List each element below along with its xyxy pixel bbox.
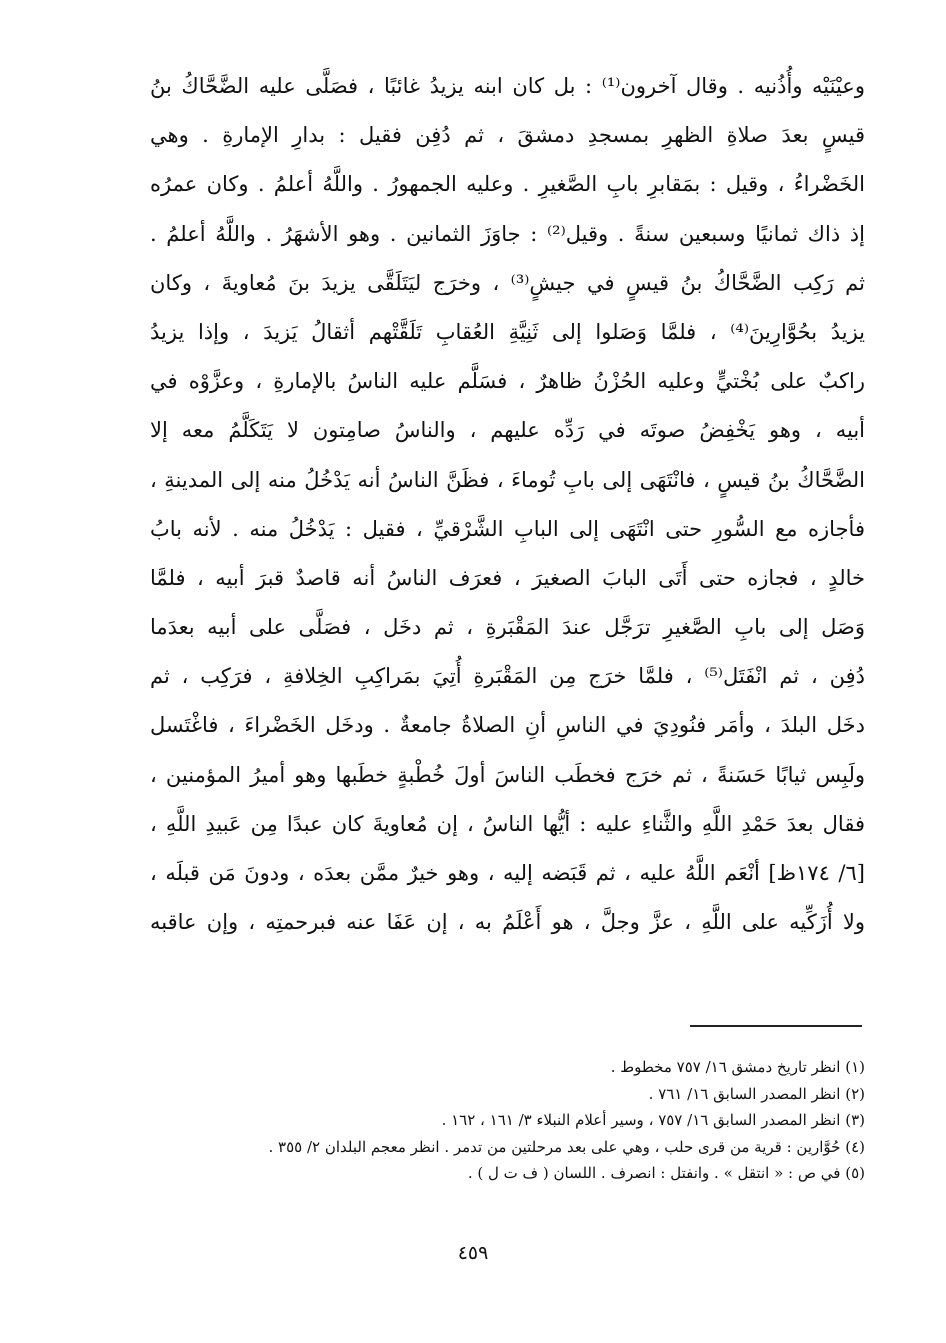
- footnote: (١) انظر تاريخ دمشق ١٦/ ٧٥٧ مخطوط .: [610, 1058, 865, 1076]
- text-line: ثم رَكِب الضَّحَّاكُ بنُ قيسٍ في جيشٍ⁽³⁾ ، وخرَج ليَتَلَقَّى يزيدَ بنَ مُعاويةَ ، وكان: [150, 270, 865, 295]
- text-line: الخَضْراءُ ، وقيل : بمَقابرِ بابِ الصَّغيرِ . وعليه الجمهورُ . واللَّهُ أعلمُ . وكان عمرُه: [150, 172, 865, 197]
- text-line: فقال بعدَ حَمْدِ اللَّهِ والثَّناءِ عليه : أيُّها الناسُ ، إن مُعاويةَ كان عبدًا مِن عَبيدِ اللَّهِ ،: [150, 811, 865, 836]
- footnote-divider: [690, 1025, 862, 1027]
- text-line: دخَل البلدَ ، وأمَر فنُودِيَ في الناسِ أنِ الصلاةُ جامعةٌ . ودخَل الخَضْراءَ ، فاغْتَسل: [150, 713, 865, 738]
- footnote: (٤) حُوَّارين : قرية من قرى حلب ، وهي على بعد مرحلتين من تدمر . انظر معجم البلدان ٢/ ٣٥٥ .: [268, 1137, 865, 1156]
- footnote: (٣) انظر المصدر السابق ١٦/ ٧٥٧ ، وسير أعلام النبلاء ٣/ ١٦١ ، ١٦٢ .: [441, 1111, 865, 1130]
- footnote: (٥) في ص : « انتقل » . وانفتل : انصرف . اللسان ( ف ت ل ) .: [467, 1164, 865, 1183]
- text-line: دُفِن ، ثم انْفَتَل⁽⁵⁾ ، فلمَّا خرَج مِن المَقْبَرةِ أُتِيَ بمَراكِبِ الخِلافةِ ، فرَكِب ، ثم: [150, 664, 865, 689]
- page-number: ٤٥٩: [457, 1242, 489, 1264]
- text-line: راكبٌ على بُخْتيٍّ وعليه الحُزْنُ ظاهرٌ ، فسَلَّم عليه الناسُ بالإمارةِ ، وعزَّوْه في: [150, 369, 865, 394]
- text-line: ولا أُزَكِّيه على اللَّهِ ، عزَّ وجلَّ ، هو أَعْلَمُ به ، إن عَفَا عنه فبرحمتِه ، وإن عاقبه: [150, 910, 865, 935]
- text-line: إذ ذاك ثمانيًا وسبعين سنةً . وقيل⁽²⁾ : جاوَزَ الثمانين . وهو الأشهَرُ . واللَّهُ أعلمُ .: [150, 221, 865, 246]
- footnote: (٢) انظر المصدر السابق ١٦/ ٧٦١ .: [648, 1084, 865, 1103]
- text-line: قيسٍ بعدَ صلاةِ الظهرِ بمسجدِ دمشقَ ، ثم دُفِن فقيل : بدارِ الإمارةِ . وهي: [150, 123, 865, 148]
- text-line: وعيْنَيْه وأُذُنيه . وقال آخرون⁽¹⁾ : بل كان ابنه يزيدُ غائبًا ، فصَلَّى عليه الضَّحَّاكُ بنُ: [150, 74, 865, 98]
- text-line: الضَّحَّاكُ بنُ قيسٍ ، فانْتَهَى إلى بابِ تُوماءَ ، فظَنَّ الناسُ أنه يَدْخُلُ منه إلى المدينةِ ،: [150, 467, 865, 492]
- main-text-block: [150, 62, 865, 947]
- text-line: ولَبِس ثيابًا حَسَنةً ، ثم خرَج فخطَب الناسَ أولَ خُطْبةٍ خطَبها وهو أميرُ المؤمنين ،: [150, 762, 865, 787]
- text-line: وَصَل إلى بابِ الصَّغيرِ ترَجَّل عندَ المَقْبَرةِ ، ثم دخَل ، فصَلَّى على أبيه بعدَما: [150, 615, 865, 640]
- text-line: فأجازه مع السُّورِ حتى انْتَهَى إلى البابِ الشَّرْقيِّ ، فقيل : يَدْخُلُ منه . لأنه بابُ: [150, 516, 865, 541]
- text-line: يزيدُ بحُوَّارِينَ⁽⁴⁾ ، فلمَّا وَصَلوا إلى ثَنِيَّةِ العُقابِ تَلَقَّتْهم أثقالُ يَزيدَ ، وإذا يزيدُ: [150, 319, 865, 344]
- text-line: [٦/ ١٧٤ظ] أنْعَم اللَّهُ عليه ، ثم قَبَضه إليه ، وهو خيرٌ ممَّن بعدَه ، ودونَ مَن قبلَه ،: [150, 861, 865, 885]
- footnotes-block: [150, 1054, 865, 1187]
- text-line: خالدٍ ، فجازه حتى أَتَى البابَ الصغيرَ ، فعرَف الناسُ أنه قاصدٌ قبرَ أبيه ، فلمَّا: [150, 565, 865, 590]
- text-line: أبيه ، وهو يَخْفِضُ صوتَه في رَدِّه عليهم ، والناسُ صامِتون لا يَتَكَلَّمُ معه إلا: [150, 418, 865, 443]
